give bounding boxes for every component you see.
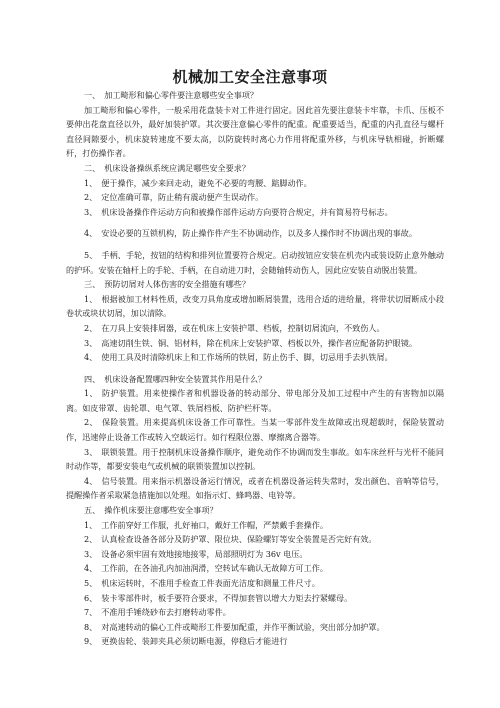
paragraph: 9、 更换齿轮、装卸夹具必须切断电源，停稳后才能进行 [84, 636, 288, 647]
paragraph: 4、 工作前，在各油孔内加油润滑，空转试车确认无故障方可工作。 [84, 563, 328, 574]
paragraph: 2、 在刀具上安装排屑器，或在机床上安装护罩、档板，控制切屑流向，不致伤人。 [84, 322, 385, 333]
paragraph: 3、 设备必须牢固有效地接地接零，局部照明灯为 36v 电压。 [84, 548, 308, 559]
paragraph: 1、 根据被加工材料性质，改变刀具角度或增加断屑装置，选用合适的进给量，将带状切屑断成小段卷状或块状切屑，加以清除。 [66, 293, 444, 319]
paragraph: 四、 机床设备配置哪四种安全装置其作用是什么？ [84, 373, 267, 384]
paragraph: 三、 预防切屑对人体伤害的安全措施有哪些？ [84, 279, 250, 290]
paragraph: 2、 定位准确可靠，防止稍有震动便产生误动作。 [84, 192, 264, 203]
paragraph: 8、 对高速转动的偏心工件或畸形工件要加配重，并作平衡试验，突出部分加护罩。 [84, 621, 385, 632]
paragraph: 1、 防护装置。用来使操作者和机器设备的转动部分、带电部分及加工过程中产生的有害物加以隔离。如皮带罩、齿轮罩、电气罩、铁屑档板、防护栏杆等。 [66, 388, 444, 413]
paragraph: 6、 装卡零部件时，板手要符合要求，不得加套管以增大力矩去拧紧螺母。 [84, 592, 353, 603]
paragraph: 2、 认真检查设备各部分及防护罩、限位块、保险螺钉等安全装置是否完好有效。 [84, 534, 377, 545]
paragraph: 3、 联锁装置。用于控制机床设备操作顺序，避免动作不协调而发生事故。如车床丝杆与光杆不能同时动作等，都要安装电气或机械的联锁装置加以控制。 [66, 446, 444, 472]
document-title: 机械加工安全注意事项 [172, 68, 328, 86]
paragraph: 4、 信号装置。用来指示机器设备运行情况，或者在机器设备运转失常时，发出颜色、音响等信号，提醒操作者采取紧急措施加以处理。如指示灯、蜂鸣器、电铃等。 [66, 475, 444, 501]
paragraph: 加工畸形和偏心零件，一般采用花盘装卡对工件进行固定。因此首先要注意装卡牢靠，卡爪、压板不要伸出花盘直径以外，最好加装护罩。其次要注意偏心零件的配重。配重要适当，配重的内孔直径与螺杆直径间隙要小，机床旋转速度不要太高，以防旋转时离心力作用将配重外移，与机床导轨相碰，折断螺杆，打伤操作者。 [66, 104, 444, 159]
paragraph: 4、 安设必要的互锁机构，防止操作件产生不协调动作，以及多人操作时不协调出现的事故。 [84, 228, 417, 239]
paragraph: 五、 操作机床要注意哪些安全事项？ [84, 505, 218, 516]
paragraph: 5、 机床运转时，不准用手检查工件表面光洁度和测量工件尺寸。 [84, 578, 320, 588]
paragraph: 7、 不准用手锤绕砂布去打磨转动零件。 [84, 607, 231, 618]
paragraph: 2、 保险装置。用来提高机床设备工作可靠性。当某一零部件发生故障或出现超载时，保险装置动作，迅速停止设备工作或转入空载运行。如行程限位器、摩擦离合器等。 [66, 417, 444, 443]
paragraph: 二、 机床设备操纵系统应满足哪些安全要求？ [84, 162, 250, 173]
paragraph: 3、 机床设备操作件运动方向和被操作部件运动方向要符合规定，并有简易符号标志。 [84, 206, 393, 217]
paragraph: 一、 加工畸形和偏心零件要注意哪些安全事项？ [84, 90, 259, 100]
paragraph: 1、 工作前穿好工作服，扎好袖口，戴好工作帽，严禁戴手套操作。 [84, 519, 328, 530]
paragraph: 1、 便于操作，减少来回走动，避免不必要的弯腰、踮脚动作。 [84, 177, 312, 188]
document-body [66, 88, 444, 649]
paragraph: 3、 高速切削生铁、铜、铝材料，除在机床上安装护罩、档板以外，操作者应配备防护眼镜。 [84, 337, 417, 348]
paragraph: 5、 手柄、手轮，按钮的结构和排列位置要符合规定。启动按钮应安装在机壳内或装设防止意外触动的护环。安装在轴杆上的手轮、手柄，在自动进刀时，会随轴转动伤人，因此应安装自动脱出装置。 [66, 249, 444, 275]
paragraph: 4、 使用工具及时清除机床上和工作场所的铁屑，防止伤手、脚，切忌用手去扒铁屑。 [84, 352, 393, 363]
